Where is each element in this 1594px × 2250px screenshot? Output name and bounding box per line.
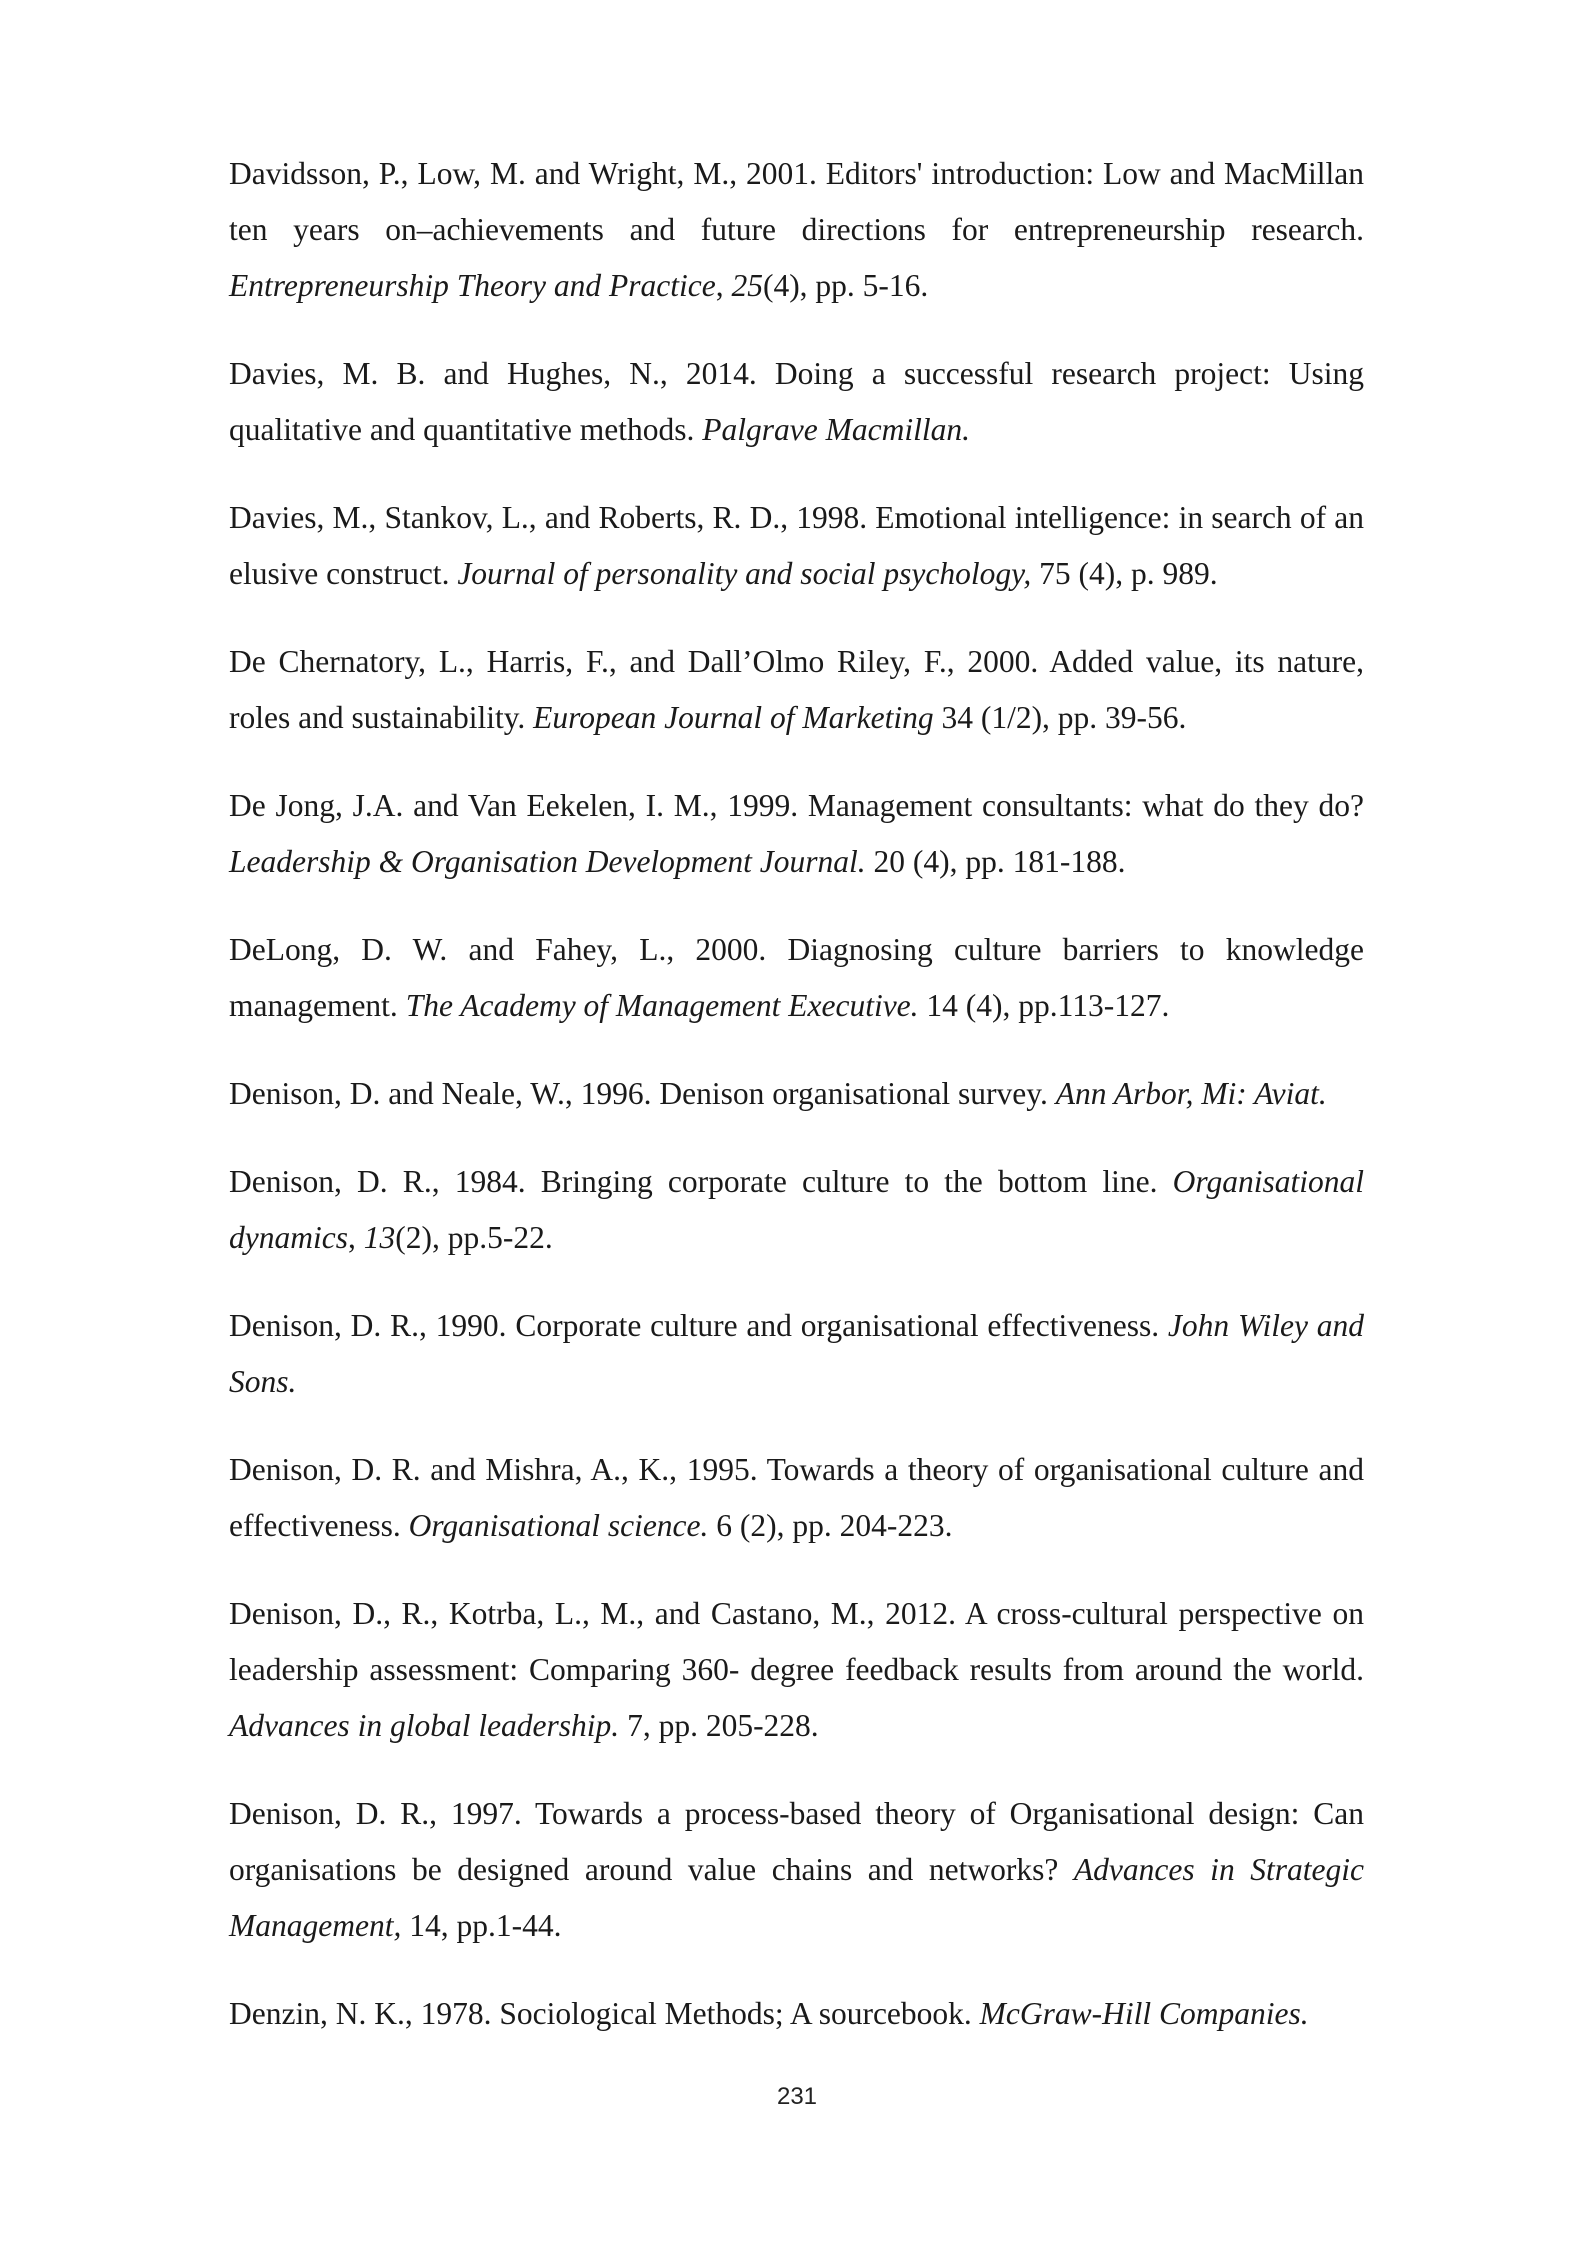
reference-entry — [229, 922, 1364, 1034]
reference-entry — [229, 1586, 1364, 1754]
reference-details: 75 (4), p. 989. — [1031, 556, 1218, 591]
reference-text: Denison, D. R., 1997. Towards a process-based theory of Organisational design: Can organisations be designed around value chains and networks? — [229, 1796, 1364, 1887]
reference-entry — [229, 346, 1364, 458]
reference-source: Advances in Strategic Management, — [229, 1852, 1364, 1943]
reference-volume: 25 — [731, 268, 763, 303]
reference-text: Denison, D., R., Kotrba, L., M., and Castano, M., 2012. A cross-cultural perspective on leadership assessment: Comparing 360- degree feedback results from around the world. — [229, 1596, 1364, 1687]
reference-source: Organisational dynamics — [229, 1164, 1364, 1255]
reference-text: Denison, D. R., 1990. Corporate culture and organisational effectiveness. — [229, 1308, 1168, 1343]
reference-list — [229, 146, 1364, 2074]
reference-separator: , — [715, 268, 732, 303]
reference-text: Denison, D. and Neale, W., 1996. Denison organisational survey. — [229, 1076, 1056, 1111]
reference-text: De Jong, J.A. and Van Eekelen, I. M., 1999. Management consultants: what do they do? — [229, 788, 1364, 823]
reference-source: The Academy of Management Executive. — [405, 988, 919, 1023]
reference-source: Journal of personality and social psychology, — [457, 556, 1032, 591]
reference-text: De Chernatory, L., Harris, F., and Dall’Olmo Riley, F., 2000. Added value, its nature, roles and sustainability. — [229, 644, 1364, 735]
reference-text: Denzin, N. K., 1978. Sociological Methods; A sourcebook. — [229, 1996, 980, 2031]
reference-text: Davies, M. B. and Hughes, N., 2014. Doing a successful research project: Using qualitative and quantitative methods. — [229, 356, 1364, 447]
reference-entry — [229, 146, 1364, 314]
reference-source: McGraw-Hill Companies. — [979, 1996, 1309, 2031]
reference-details: 20 (4), pp. 181-188. — [865, 844, 1126, 879]
reference-text: Davies, M., Stankov, L., and Roberts, R. D., 1998. Emotional intelligence: in search of an elusive construct. — [229, 500, 1364, 591]
reference-source: European Journal of Marketing — [533, 700, 934, 735]
reference-source: Entrepreneurship Theory and Practice — [229, 268, 716, 303]
page-number: 231 — [776, 2083, 818, 2110]
reference-entry — [229, 778, 1364, 890]
reference-details: 14 (4), pp.113-127. — [918, 988, 1170, 1023]
reference-entry — [229, 634, 1364, 746]
reference-text: DeLong, D. W. and Fahey, L., 2000. Diagnosing culture barriers to knowledge management. — [229, 932, 1364, 1023]
reference-entry — [229, 490, 1364, 602]
reference-details: 7, pp. 205-228. — [619, 1708, 819, 1743]
reference-entry — [229, 1986, 1364, 2042]
reference-details: 14, pp.1-44. — [401, 1908, 562, 1943]
reference-source: Advances in global leadership. — [229, 1708, 620, 1743]
reference-details: (2), pp.5-22. — [395, 1220, 553, 1255]
reference-text: Denison, D. R., 1984. Bringing corporate culture to the bottom line. — [229, 1164, 1173, 1199]
reference-source: Leadership & Organisation Development Journal. — [229, 844, 866, 879]
reference-source: John Wiley and Sons. — [229, 1308, 1364, 1399]
reference-entry — [229, 1442, 1364, 1554]
reference-volume: 13 — [363, 1220, 396, 1255]
reference-source: Palgrave Macmillan. — [702, 412, 970, 447]
reference-source: Organisational science. — [408, 1508, 709, 1543]
reference-text: Davidsson, P., Low, M. and Wright, M., 2001. Editors' introduction: Low and MacMillan ten years on–achievements and future directions for entrepreneurship research. — [229, 156, 1364, 247]
reference-entry — [229, 1298, 1364, 1410]
reference-text: Denison, D. R. and Mishra, A., K., 1995. Towards a theory of organisational culture and effectiveness. — [229, 1452, 1364, 1543]
reference-details: (4), pp. 5-16. — [762, 268, 929, 303]
reference-details: 34 (1/2), pp. 39-56. — [933, 700, 1187, 735]
reference-entry — [229, 1066, 1364, 1122]
reference-source: Ann Arbor, Mi: Aviat. — [1055, 1076, 1327, 1111]
reference-entry — [229, 1154, 1364, 1266]
reference-details: 6 (2), pp. 204-223. — [708, 1508, 953, 1543]
reference-separator: , — [347, 1220, 364, 1255]
reference-entry — [229, 1786, 1364, 1954]
